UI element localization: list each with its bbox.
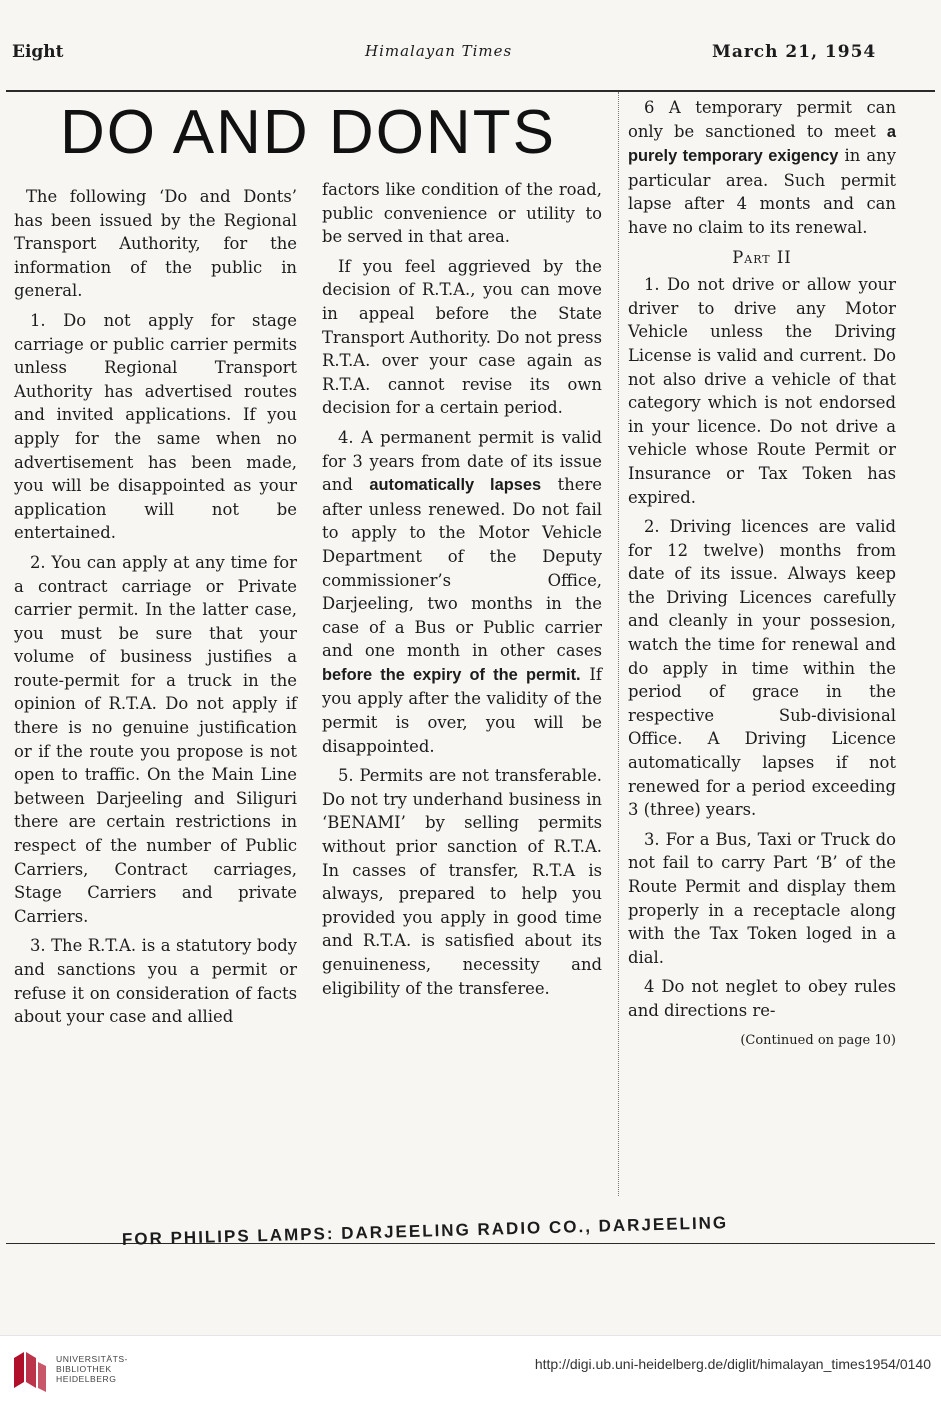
text-run: there after unless renewed. Do not fail to apply to the Motor Vehicle Department of the Deputy commissioner’s Office, Darjeeling, two months in the case of a Bus or Public carrier and one month in other cases	[322, 475, 602, 661]
paragraph: 5. Permits are not transferable. Do not try underhand business in ‘BENAMI’ by selling permits without prior sanction of R.T.A. In casses of transfer, R.T.A is always, prepared to help you provided you apply in good time and R.T.A. is satisfied about its genuineness, necessity and eligibility of the transferee.	[322, 766, 602, 998]
bold-phrase: before the expiry of the permit.	[322, 665, 581, 684]
library-name	[56, 1354, 128, 1384]
paragraph: factors like condition of the road, public convenience or utility to be served in that area.	[322, 180, 602, 247]
paragraph: 2. Driving licences are valid for 12 twelve) months from date of its issue. Always keep the Driving Licences carefully and cleanly in your possesion, watch the time for renewal and do apply in time within the period of grace in the respective Sub-divisional Office. A Driving Licence automatically lapses if not renewed for a period exceeding 3 (three) years.	[628, 517, 896, 820]
library-name-line: BIBLIOTHEK	[56, 1364, 112, 1374]
column-2	[322, 178, 602, 1006]
advertisement-line: FOR PHILIPS LAMPS: DARJEELING RADIO CO., DARJEELING	[121, 1213, 729, 1249]
library-name-line: UNIVERSITÄTS-	[56, 1354, 128, 1364]
text-run: 6 A temporary permit can only be sanctioned to meet	[628, 98, 896, 141]
library-footer	[0, 1335, 941, 1404]
section-heading: Part II	[732, 247, 792, 267]
university-logo-icon	[10, 1348, 50, 1392]
paragraph: 3. The R.T.A. is a statutory body and sanctions you a permit or refuse it on consideration of facts about your case and allied	[14, 936, 297, 1027]
masthead: Himalayan Times	[365, 42, 513, 60]
column-divider	[618, 92, 619, 1196]
bold-phrase: a purely temporary exigency	[628, 122, 896, 166]
text-run: 4. A permanent permit is valid for 3 years from date of its issue and	[322, 427, 602, 495]
source-link[interactable]: http://digi.ub.uni-heidelberg.de/diglit/himalayan_times1954/0140	[534, 1356, 931, 1372]
paragraph: 4 Do not neglet to obey rules and directions re-	[628, 977, 896, 1020]
text-run: in any particular area. Such permit lapse after 4 monts and can have no claim to its renewal.	[628, 146, 896, 237]
paragraph: 2. You can apply at any time for a contract carriage or Private carrier permit. In the latter case, you must be sure that your volume of business justifies a route-permit for a truck in the opinion of R.T.A. Do not apply if there is no genuine justification or if the route you propose is not open to traffic. On the Main Line between Darjeeling and Siliguri there are certain restrictions in respect of the number of Public Carriers, Contract carriages, Stage Carriers and private Carriers.	[14, 552, 297, 926]
column-1	[14, 185, 297, 1035]
library-name-line: HEIDELBERG	[56, 1374, 117, 1384]
paragraph: 1. Do not apply for stage carriage or public carrier permits unless Regional Transport Authority has advertised routes and invited applications. If you apply for the same when no advertisement has been made, you will be disappointed as your application will not be entertained.	[14, 310, 297, 543]
page-number: Eight	[12, 42, 64, 62]
text-run: If you apply after the validity of the permit is over, you will be disappointed.	[322, 664, 602, 756]
paragraph: 3. For a Bus, Taxi or Truck do not fail to carry Part ‘B’ of the Route Permit and display them properly in a receptacle along with the Tax Token loged in a dial.	[628, 829, 896, 967]
column-3	[628, 96, 896, 1052]
paragraph: If you feel aggrieved by the decision of R.T.A., you can move in appeal before the State Transport Authority. Do not press R.T.A. over your case again as R.T.A. cannot revise its own decision for a certain period.	[322, 256, 602, 418]
paragraph	[322, 426, 602, 758]
paragraph: The following ‘Do and Donts’ has been issued by the Regional Transport Authority, for the information of the public in general.	[14, 187, 297, 301]
paragraph	[628, 96, 896, 240]
article-title: DO AND DONTS	[60, 98, 556, 167]
header-rule	[6, 90, 935, 92]
paragraph: 1. Do not drive or allow your driver to drive any Motor Vehicle unless the Driving License is valid and current. Do not also drive a vehicle of that category which is not endorsed in your licence. Do not drive a vehicle whose Route Permit or Insurance or Tax Token has expired.	[628, 275, 896, 507]
continuation-note: (Continued on page 10)	[740, 1032, 896, 1048]
bold-phrase: automatically lapses	[369, 476, 542, 495]
issue-date: March 21, 1954	[712, 42, 877, 62]
